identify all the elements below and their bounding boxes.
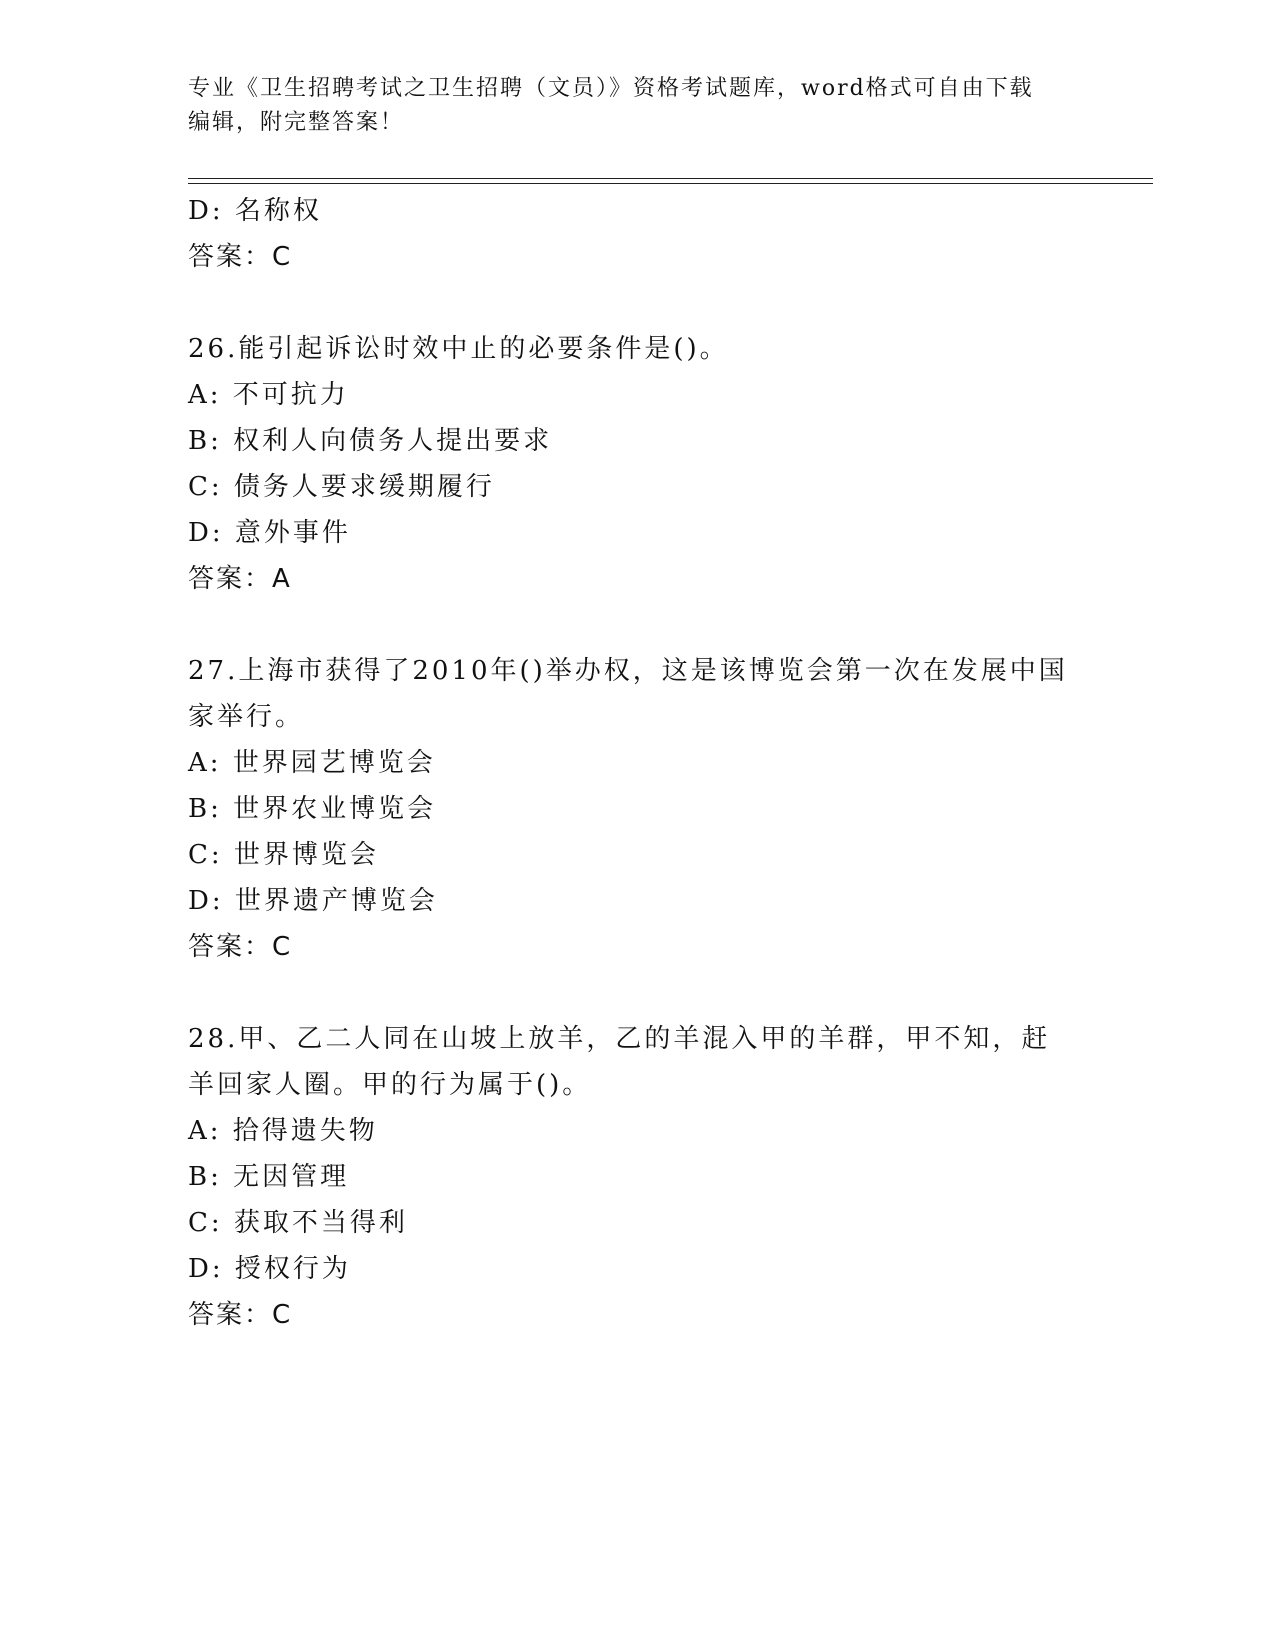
- question-27: [188, 648, 1088, 970]
- header-line-1: 专业《卫生招聘考试之卫生招聘（文员）》资格考试题库，word格式可自由下载: [188, 76, 1034, 101]
- question-26: [188, 326, 1088, 602]
- option-b: B: 权利人向债务人提出要求: [188, 426, 553, 456]
- prev-option-d: D: 名称权: [188, 196, 322, 226]
- question-28: [188, 1016, 1088, 1338]
- answer: 答案：C: [188, 932, 293, 962]
- answer: 答案：A: [188, 564, 292, 594]
- prev-answer: 答案：C: [188, 242, 293, 272]
- header-line-2: 编辑，附完整答案！: [188, 110, 405, 135]
- question-text: 26.能引起诉讼时效中止的必要条件是()。: [188, 334, 729, 364]
- question-text: 27.上海市获得了2010年()举办权，这是该博览会第一次在发展中国家举行。: [188, 656, 1068, 732]
- option-c: C: 获取不当得利: [188, 1208, 408, 1238]
- option-d: D: 授权行为: [188, 1254, 351, 1284]
- option-c: C: 世界博览会: [188, 840, 379, 870]
- option-a: A: 不可抗力: [188, 380, 349, 410]
- answer: 答案：C: [188, 1300, 293, 1330]
- document-header: [188, 72, 1088, 140]
- option-c: C: 债务人要求缓期履行: [188, 472, 495, 502]
- question-list: [188, 188, 1088, 1338]
- option-d: D: 世界遗产博览会: [188, 886, 438, 916]
- option-b: B: 世界农业博览会: [188, 794, 437, 824]
- option-a: A: 拾得遗失物: [188, 1116, 378, 1146]
- header-divider-top: [188, 178, 1153, 179]
- question-text: 28.甲、乙二人同在山坡上放羊，乙的羊混入甲的羊群，甲不知，赶羊回家人圈。甲的行为属于()。: [188, 1024, 1051, 1100]
- option-b: B: 无因管理: [188, 1162, 350, 1192]
- header-divider-bottom: [188, 183, 1153, 184]
- option-a: A: 世界园艺博览会: [188, 748, 436, 778]
- option-d: D: 意外事件: [188, 518, 351, 548]
